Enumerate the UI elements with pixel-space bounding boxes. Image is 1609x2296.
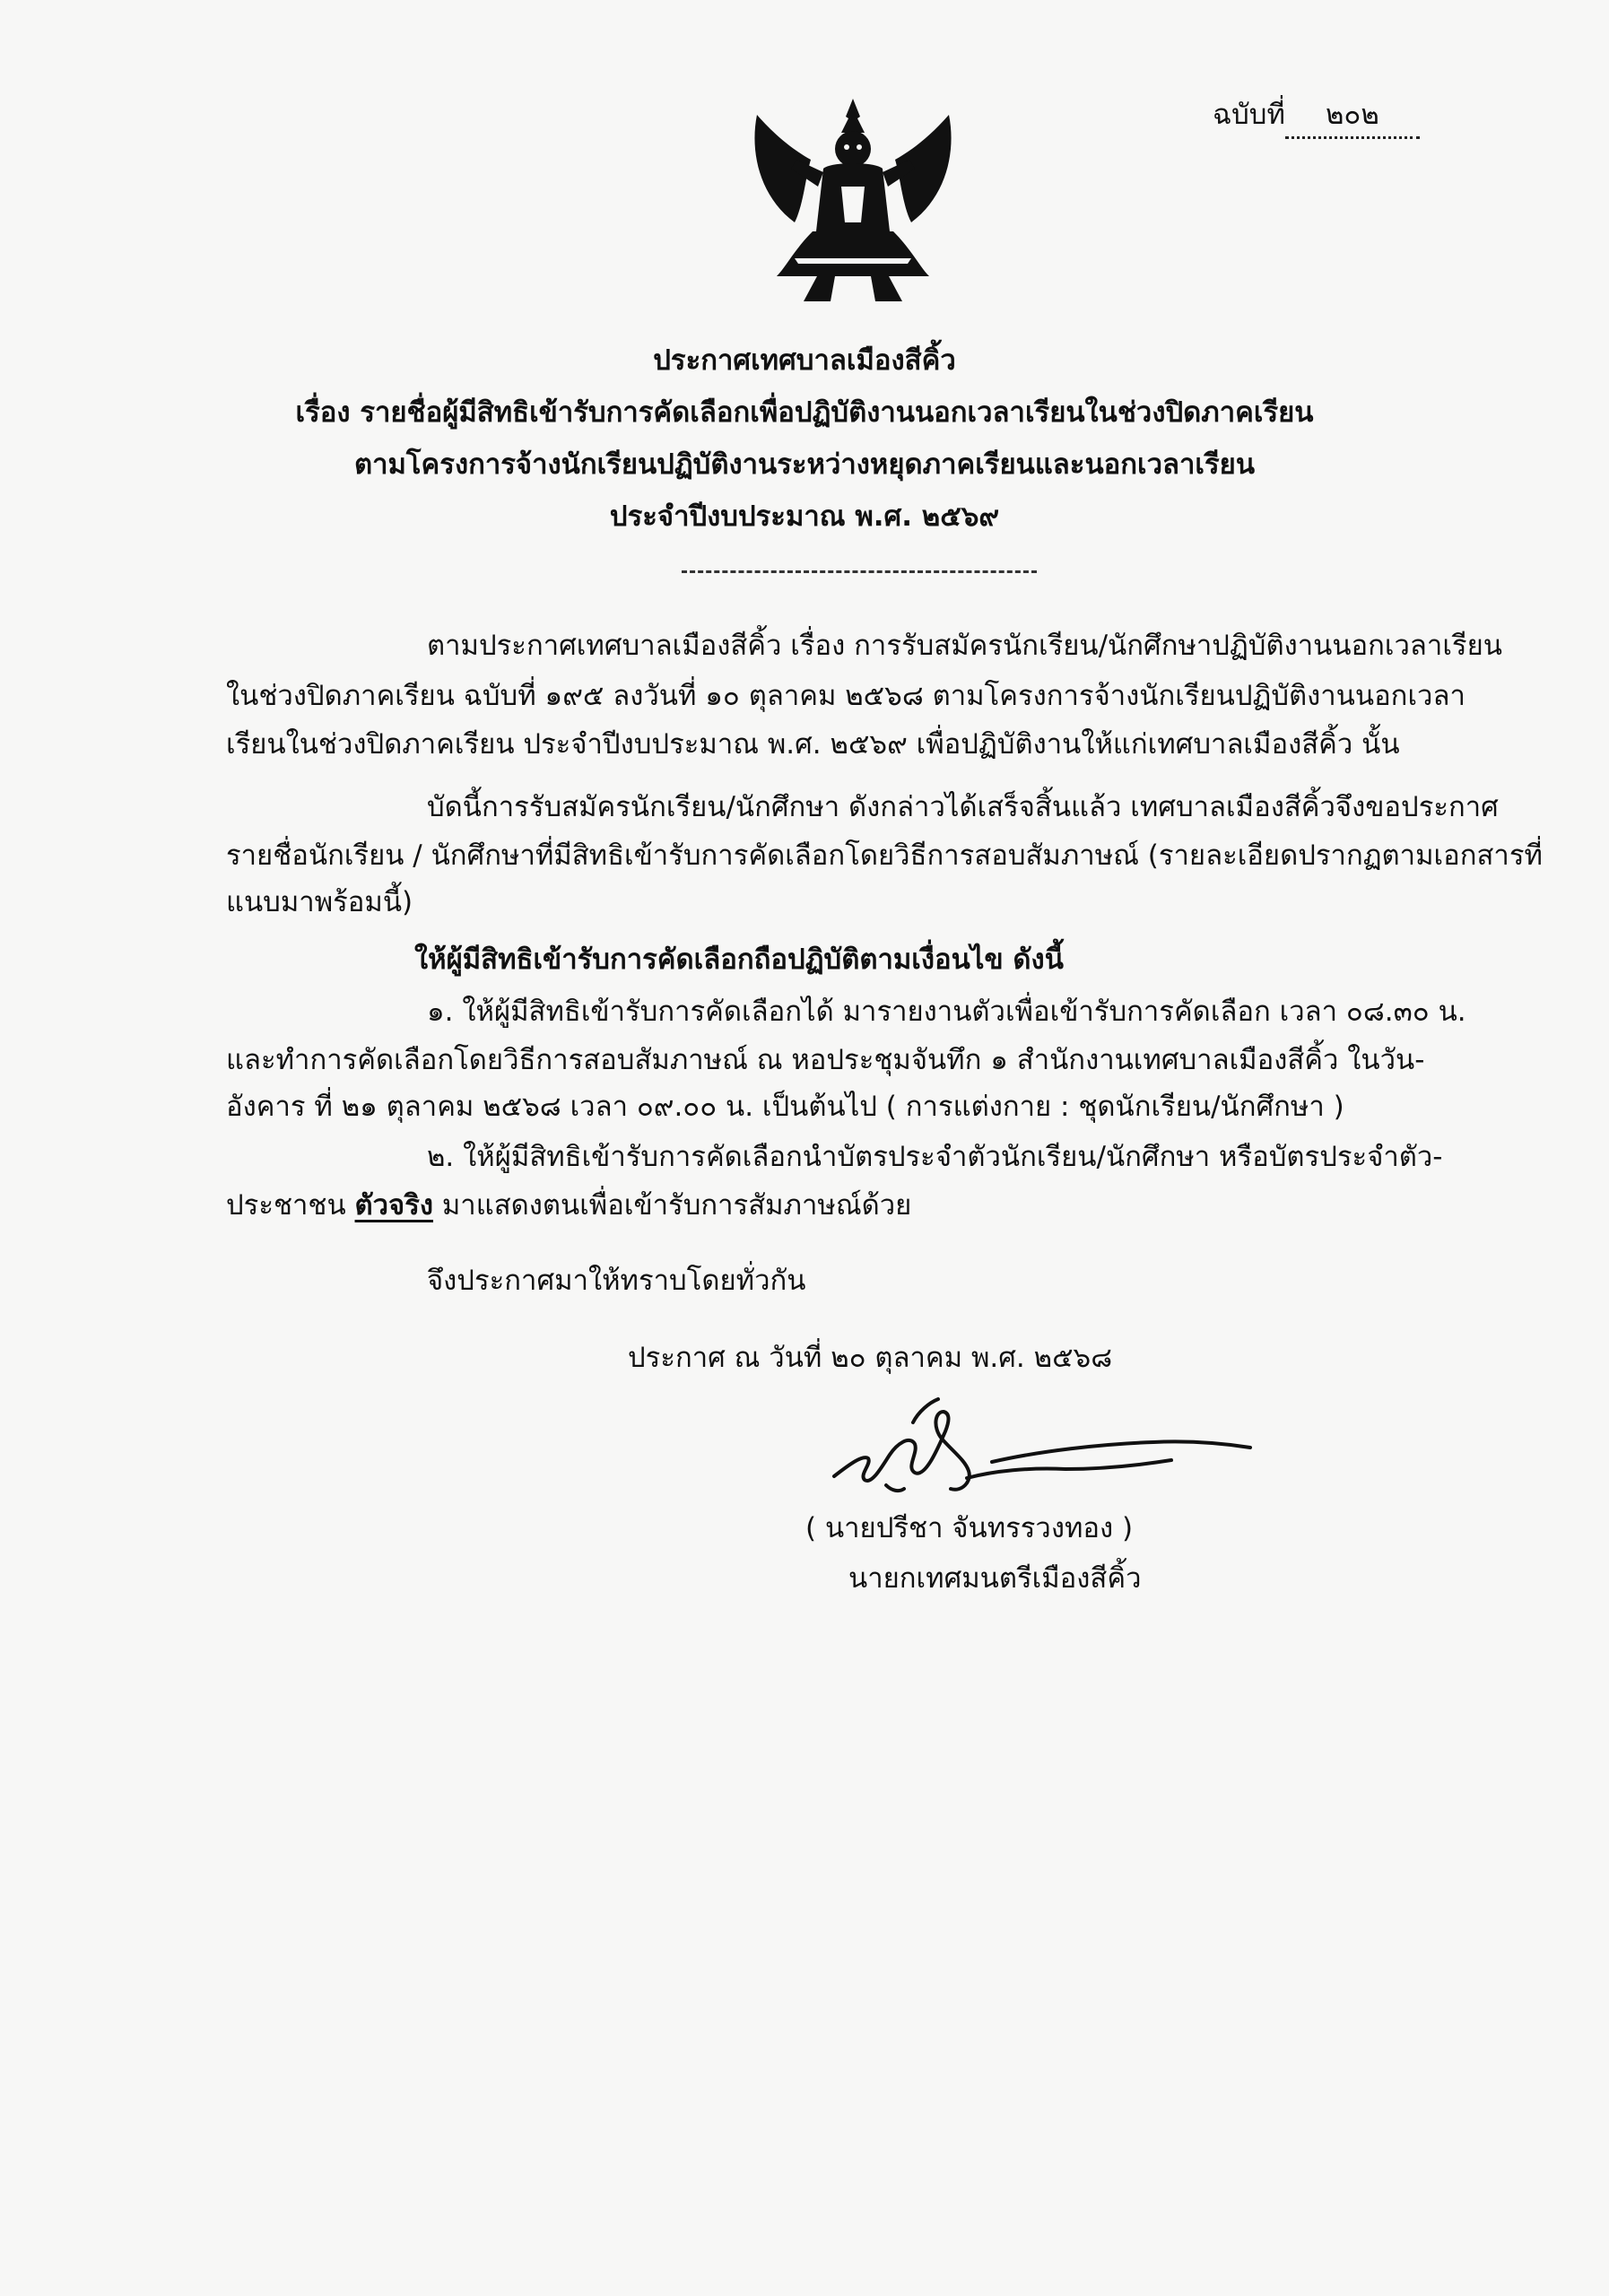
- condition-2-line-2: [226, 1187, 911, 1223]
- condition-2-text-post: มาแสดงตนเพื่อเข้ารับการสัมภาษณ์ด้วย: [433, 1189, 912, 1222]
- paragraph-2-line-3: แนบมาพร้อมนี้): [226, 886, 413, 918]
- announcement-date: ประกาศ ณ วันที่ ๒๐ ตุลาคม พ.ศ. ๒๕๖๘: [628, 1342, 1113, 1374]
- document-number: [1213, 91, 1420, 139]
- announcement-title: ประกาศเทศบาลเมืองสีคิ้ว: [653, 344, 956, 377]
- condition-2-text-pre: ประชาชน: [226, 1189, 355, 1222]
- signature-image: [832, 1392, 1263, 1509]
- condition-1-line-2: และทำการคัดเลือกโดยวิธีการสอบสัมภาษณ์ ณ หอประชุมจันทึก ๑ สำนักงานเทศบาลเมืองสีคิ้ว ในวัน-: [226, 1044, 1425, 1076]
- paragraph-2-line-1: บัดนี้การรับสมัครนักเรียน/นักศึกษา ดังกล่าวได้เสร็จสิ้นแล้ว เทศบาลเมืองสีคิ้วจึงขอประกาศ: [427, 791, 1499, 823]
- paragraph-2-line-2: รายชื่อนักเรียน / นักศึกษาที่มีสิทธิเข้ารับการคัดเลือกโดยวิธีการสอบสัมภาษณ์ (รายละเอียดปรากฏตามเอกสารที่: [226, 839, 1543, 872]
- paragraph-1-line-2: ในช่วงปิดภาคเรียน ฉบับที่ ๑๙๕ ลงวันที่ ๑๐ ตุลาคม ๒๕๖๘ ตามโครงการจ้างนักเรียนปฏิบัติงานนอกเวลา: [226, 680, 1465, 712]
- condition-1-line-1: ๑. ให้ผู้มีสิทธิเข้ารับการคัดเลือกได้ มารายงานตัวเพื่อเข้ารับการคัดเลือก เวลา ๐๘.๓๐ น.: [427, 996, 1466, 1028]
- signer-name: ( นายปรีชา จันทรรวงทอง ): [805, 1512, 1134, 1544]
- subject-line-2: ตามโครงการจ้างนักเรียนปฏิบัติงานระหว่างหยุดภาคเรียนและนอกเวลาเรียน: [353, 448, 1256, 481]
- garuda-emblem-icon: [741, 97, 965, 303]
- original-card-emphasis: ตัวจริง: [354, 1189, 434, 1222]
- subject-line-3: ประจำปีงบประมาณ พ.ศ. ๒๕๖๙: [609, 500, 1000, 533]
- subject-line-1: เรื่อง รายชื่อผู้มีสิทธิเข้ารับการคัดเลือกเพื่อปฏิบัติงานนอกเวลาเรียนในช่วงปิดภาคเรียน: [295, 396, 1314, 429]
- title-divider: [682, 570, 1037, 573]
- conditions-heading: ให้ผู้มีสิทธิเข้ารับการคัดเลือกถือปฏิบัติตามเงื่อนไข ดังนี้: [414, 944, 1064, 976]
- paragraph-1-line-3: เรียนในช่วงปิดภาคเรียน ประจำปีงบประมาณ พ.ศ. ๒๕๖๙ เพื่อปฏิบัติงานให้แก่เทศบาลเมืองสีคิ้ว นั้น: [226, 728, 1400, 761]
- paragraph-1-line-1: ตามประกาศเทศบาลเมืองสีคิ้ว เรื่อง การรับสมัครนักเรียน/นักศึกษาปฏิบัติงานนอกเวลาเรียน: [427, 630, 1502, 662]
- document-number-label: ฉบับที่: [1213, 99, 1285, 131]
- condition-2-line-1: ๒. ให้ผู้มีสิทธิเข้ารับการคัดเลือกนำบัตรประจำตัวนักเรียน/นักศึกษา หรือบัตรประจำตัว-: [427, 1141, 1443, 1173]
- signer-title: นายกเทศมนตรีเมืองสีคิ้ว: [848, 1562, 1142, 1595]
- document-number-value: ๒๐๒: [1285, 91, 1420, 139]
- closing-statement: จึงประกาศมาให้ทราบโดยทั่วกัน: [427, 1265, 806, 1297]
- condition-1-line-3: อังคาร ที่ ๒๑ ตุลาคม ๒๕๖๘ เวลา ๐๙.๐๐ น. เป็นต้นไป ( การแต่งกาย : ชุดนักเรียน/นักศึกษา ): [226, 1091, 1344, 1123]
